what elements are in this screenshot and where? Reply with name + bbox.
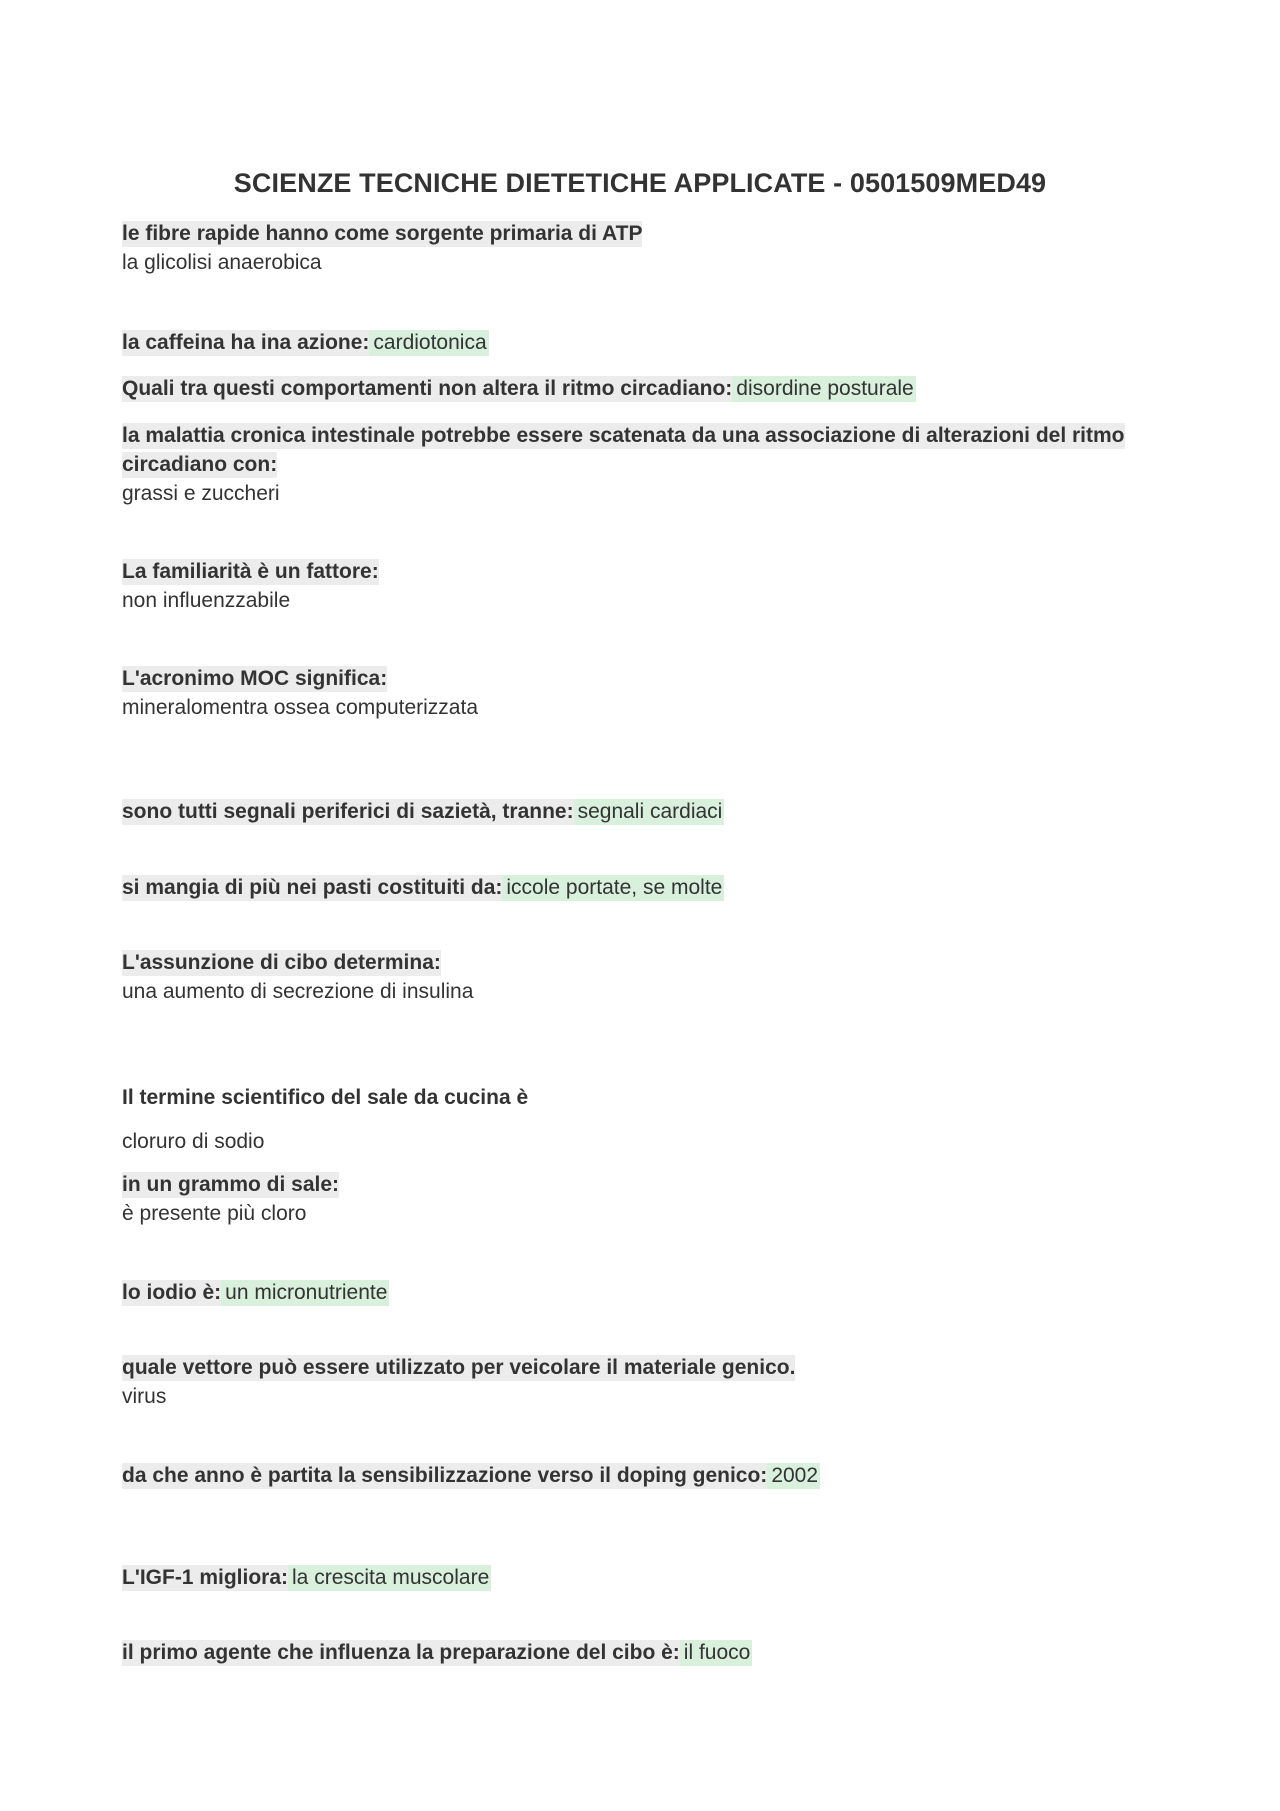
question-text: le fibre rapide hanno come sorgente primaria di ATP xyxy=(122,222,643,245)
answer-text: è presente più cloro xyxy=(122,1202,307,1225)
qa-item-assunzione-cibo xyxy=(122,948,1182,1006)
qa-item-familiarita xyxy=(122,557,1182,615)
question-text: Quali tra questi comportamenti non altera il ritmo circadiano: xyxy=(122,377,733,400)
qa-item-sazieta xyxy=(122,797,1182,826)
qa-item-malattia-intestinale xyxy=(122,421,1182,508)
qa-item-grammo-sale xyxy=(122,1170,1182,1228)
question-text: lo iodio è: xyxy=(122,1281,222,1304)
answer-text: virus xyxy=(122,1385,167,1408)
qa-item-caffeina xyxy=(122,328,1182,357)
page-title: SCIENZE TECNICHE DIETETICHE APPLICATE - 0501509MED49 xyxy=(233,168,1047,198)
question-text: la malattia cronica intestinale potrebbe essere scatenata da una associazione di alterazioni del ritmo circadiano con: xyxy=(122,424,1125,476)
qa-item-sale-termine xyxy=(122,1083,1182,1156)
qa-item-igf1 xyxy=(122,1563,1182,1592)
answer-text: disordine posturale xyxy=(732,376,915,402)
answer-text: cardiotonica xyxy=(369,330,488,356)
answer-text: cloruro di sodio xyxy=(122,1130,265,1153)
qa-item-primo-agente xyxy=(122,1638,1182,1667)
question-text: Il termine scientifico del sale da cucina è xyxy=(122,1086,529,1109)
question-text: da che anno è partita la sensibilizzazione verso il doping genico: xyxy=(122,1464,768,1487)
question-text: sono tutti segnali periferici di sazietà, tranne: xyxy=(122,800,574,823)
question-text: L'IGF-1 migliora: xyxy=(122,1566,289,1589)
qa-item-ritmo-circadiano xyxy=(122,374,1182,403)
answer-text: un micronutriente xyxy=(221,1280,389,1306)
answer-text: la glicolisi anaerobica xyxy=(122,251,322,274)
question-text: quale vettore può essere utilizzato per veicolare il materiale genico. xyxy=(122,1356,796,1379)
question-text: si mangia di più nei pasti costituiti da: xyxy=(122,876,503,899)
answer-text: grassi e zuccheri xyxy=(122,482,280,505)
qa-item-iodio xyxy=(122,1278,1182,1307)
answer-text: una aumento di secrezione di insulina xyxy=(122,980,474,1003)
answer-text: iccole portate, se molte xyxy=(502,875,724,901)
answer-text: il fuoco xyxy=(680,1640,753,1666)
qa-item-doping-genico xyxy=(122,1461,1182,1490)
qa-item-vettore xyxy=(122,1353,1182,1411)
answer-text: 2002 xyxy=(767,1463,820,1489)
question-text: L'acronimo MOC significa: xyxy=(122,667,388,690)
question-text: il primo agente che influenza la preparazione del cibo è: xyxy=(122,1641,680,1664)
question-text: in un grammo di sale: xyxy=(122,1173,340,1196)
qa-item-fibre xyxy=(122,219,1182,277)
answer-text: la crescita muscolare xyxy=(288,1565,491,1591)
qa-item-moc xyxy=(122,664,1182,722)
question-text: la caffeina ha ina azione: xyxy=(122,331,370,354)
answer-text: mineralomentra ossea computerizzata xyxy=(122,696,478,719)
question-text: La familiarità è un fattore: xyxy=(122,560,379,583)
answer-text: non influenzzabile xyxy=(122,589,291,612)
question-text: L'assunzione di cibo determina: xyxy=(122,951,441,974)
answer-text: segnali cardiaci xyxy=(574,799,725,825)
qa-item-pasti xyxy=(122,873,1182,902)
